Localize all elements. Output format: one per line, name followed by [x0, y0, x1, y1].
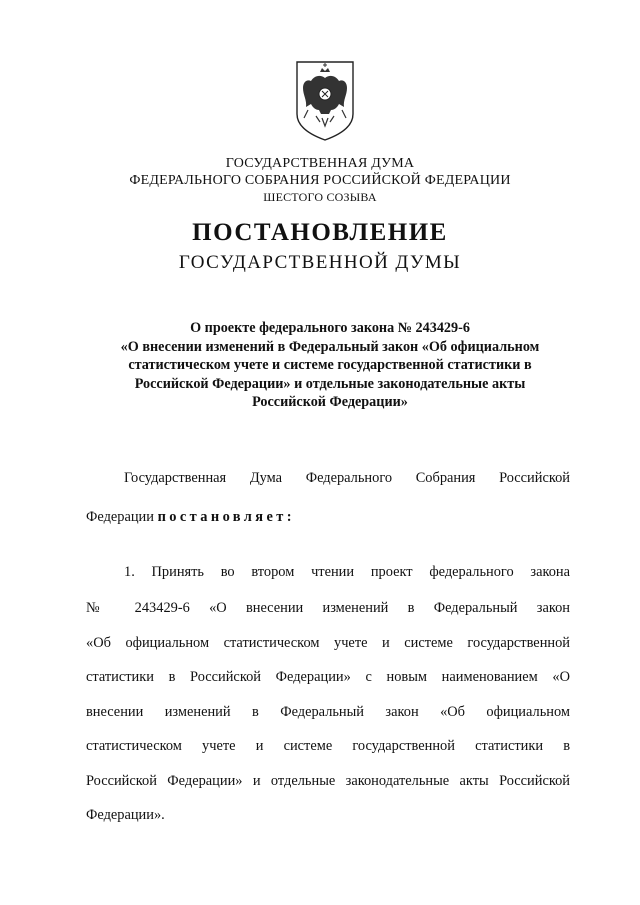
subject-line: Российской Федерации»	[252, 394, 408, 410]
item1-line: внесении изменений в Федеральный закон «Об официальном	[86, 704, 570, 720]
document-type-title: ПОСТАНОВЛЕНИЕ	[192, 219, 448, 246]
subject-line: Российской Федерации» и отдельные законодательные акты	[134, 375, 526, 392]
convocation: ШЕСТОГО СОЗЫВА	[263, 190, 377, 204]
item1-line: статистическом учете и системе государственной статистики в	[86, 738, 570, 754]
item1-line: «Об официальном статистическом учете и системе государственной	[86, 635, 570, 651]
item1-line: Федерации».	[86, 807, 165, 823]
document-issuer: ГОСУДАРСТВЕННОЙ ДУМЫ	[178, 252, 462, 273]
document-subject	[80, 319, 580, 412]
subject-line: О проекте федерального закона № 243429-6	[190, 320, 470, 336]
resolves-keyword: постановляет:	[157, 509, 295, 525]
preamble-line: Государственная Дума Федерального Собрания Российской	[124, 470, 570, 486]
org-name-line2: ФЕДЕРАЛЬНОГО СОБРАНИЯ РОССИЙСКОЙ ФЕДЕРАЦИИ	[129, 173, 511, 188]
preamble-line	[86, 508, 570, 526]
item1-line: № 243429-6 «О внесении изменений в Федеральный закон	[86, 600, 570, 616]
item1-line: статистики в Российской Федерации» с новым наименованием «О	[86, 669, 570, 685]
subject-line: «О внесении изменений в Федеральный закон «Об официальном	[120, 338, 540, 355]
coat-of-arms-emblem-icon	[294, 60, 356, 142]
preamble-federation: Федерации	[86, 509, 158, 525]
item1-line: Российской Федерации» и отдельные законодательные акты Российской	[86, 773, 570, 789]
item1-line: 1. Принять во втором чтении проект федерального закона	[124, 564, 570, 580]
org-name-line1: ГОСУДАРСТВЕННАЯ ДУМА	[225, 156, 415, 171]
subject-line: статистическом учете и системе государственной статистики в	[128, 357, 532, 373]
